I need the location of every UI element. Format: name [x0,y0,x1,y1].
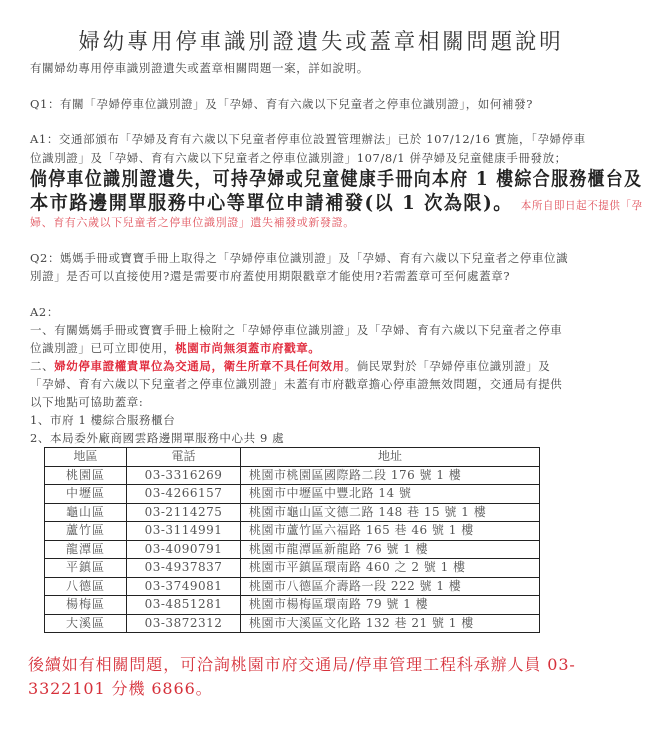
table-row [45,540,540,559]
answer-2-item-2-red: 婦幼停車證權責單位為交通局，衛生所章不具任何效用 [54,359,345,373]
cell-district: 平鎮區 [45,559,127,578]
cell-address: 桃園市龍潭區新龍路 76 號 1 樓 [241,540,540,559]
answer-1-line-1: A1：交通部頒布「孕婦及育有六歲以下兒童者停車位設置管理辦法」已於 107/12/16 實施，「孕婦停車 [30,132,586,146]
footer-line-1: 後續如有相關問題，可洽詢桃園市府交通局/停車管理工程科承辦人員 03- [28,655,576,674]
cell-address: 桃園市龜山區文德二路 148 巷 15 號 1 樓 [241,503,540,522]
table-row [45,559,540,578]
cell-address: 桃園市大溪區文化路 132 巷 21 號 1 樓 [241,614,540,633]
cell-district: 龜山區 [45,503,127,522]
cell-address: 桃園市桃園區國際路二段 176 號 1 樓 [241,466,540,485]
answer-2-label: A2： [30,305,59,319]
cell-phone: 03-4266157 [127,485,241,504]
cell-phone: 03-3749081 [127,577,241,596]
answer-1-emphasis-text: 本市路邊開單服務中心等單位申請補發(以 1 次為限)。 [30,192,513,214]
cell-district: 八德區 [45,577,127,596]
answer-1-line-2: 位識別證」及「孕婦、育有六歲以下兒童者之停車位識別證」107/8/1 併孕婦及兒童健康手冊發放； [30,151,567,165]
cell-address: 桃園市蘆竹區六福路 165 巷 46 號 1 樓 [241,522,540,541]
cell-address: 桃園市八德區介壽路一段 222 號 1 樓 [241,577,540,596]
table-row [45,485,540,504]
cell-district: 楊梅區 [45,596,127,615]
table-row [45,503,540,522]
cell-phone: 03-2114275 [127,503,241,522]
answer-1-emphasis-line-2 [30,188,643,215]
cell-address: 桃園市楊梅區環南路 79 號 1 樓 [241,596,540,615]
answer-2-item-1-line-1: 一、有關媽媽手冊或寶寶手冊上檢附之「孕婦停車位識別證」及「孕婦、育有六歲以下兒童者之停車 [30,323,563,337]
cell-district: 龍潭區 [45,540,127,559]
answer-2-item-2-line-2: 「孕婦、育有六歲以下兒童者之停車位識別證」未蓋有市府戳章擔心停車證無效問題，交通局有提供 [30,377,563,391]
cell-district: 中壢區 [45,485,127,504]
question-2-line-2: 別證」是否可以直接使用?還是需要市府蓋使用期限戳章才能使用?若需蓋章可至何處蓋章? [30,269,511,283]
answer-2-item-1-red: 桃園市尚無須蓋市府戳章。 [175,341,321,355]
service-locations-table [44,447,540,633]
cell-district: 蘆竹區 [45,522,127,541]
answer-1-red-note-2: 婦、育有六歲以下兒童者之停車位識別證」遺失補發或新發證。 [30,216,355,229]
cell-phone: 03-3114991 [127,522,241,541]
intro-text: 有關婦幼專用停車識別證遺失或蓋章相關問題一案，詳如說明。 [30,61,369,75]
question-1: Q1：有關「孕婦停車位識別證」及「孕婦、育有六歲以下兒童者之停車位識別證」，如何補發? [30,97,533,111]
answer-2-item-1-line-2 [30,340,320,356]
cell-phone: 03-3316269 [127,466,241,485]
cell-district: 大溪區 [45,614,127,633]
cell-address: 桃園市平鎮區環南路 460 之 2 號 1 樓 [241,559,540,578]
answer-2-point-2: 2、本局委外廠商國雲路邊開單服務中心共 9 處 [30,431,285,445]
header-district: 地區 [45,448,127,467]
question-2-line-1: Q2：媽媽手冊或寶寶手冊上取得之「孕婦停車位識別證」及「孕婦、育有六歲以下兒童者之停車位識 [30,251,569,265]
answer-2-item-2-prefix: 二、 [30,359,55,373]
header-address: 地址 [241,448,540,467]
table-row [45,614,540,633]
table-header-row [45,448,540,467]
table-row [45,466,540,485]
table-row [45,596,540,615]
footer-line-2: 3322101 分機 6866。 [28,679,213,698]
answer-2-item-1-text: 位識別證」已可立即使用， [30,341,176,355]
table-row [45,577,540,596]
answer-1-red-note-1: 本所自即日起不提供「孕 [520,199,643,212]
cell-address: 桃園市中壢區中豐北路 14 號 [241,485,540,504]
answer-1-emphasis-line-1: 倘停車位識別證遺失，可持孕婦或兒童健康手冊向本府 1 樓綜合服務櫃台及 [30,168,643,190]
cell-phone: 03-4851281 [127,596,241,615]
answer-2-item-2-rest: 。倘民眾對於「孕婦停車位識別證」及 [344,359,551,373]
cell-phone: 03-4937837 [127,559,241,578]
table-row [45,522,540,541]
cell-phone: 03-3872312 [127,614,241,633]
header-phone: 電話 [127,448,241,467]
answer-2-item-2-line-3: 以下地點可協助蓋章: [30,395,144,409]
document-title: 婦幼專用停車識別證遺失或蓋章相關問題說明 [78,29,564,55]
cell-phone: 03-4090791 [127,540,241,559]
answer-2-item-2-line-1 [30,358,550,374]
answer-2-point-1: 1、市府 1 樓綜合服務櫃台 [30,413,176,427]
cell-district: 桃園區 [45,466,127,485]
